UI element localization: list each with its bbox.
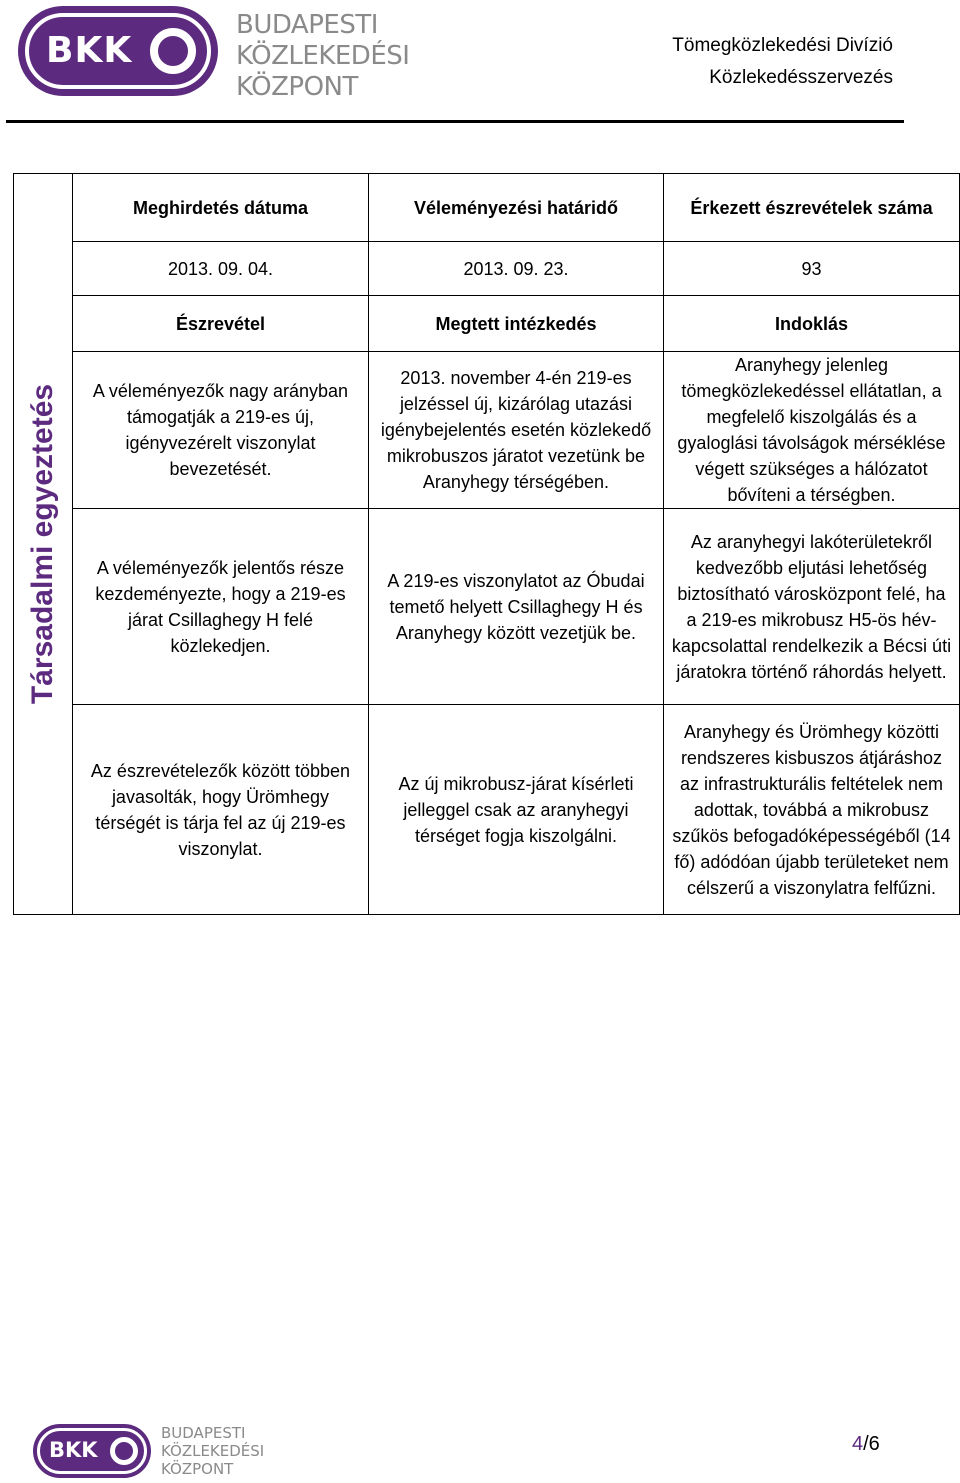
- table-row: [14, 705, 960, 915]
- row-action: 2013. november 4-én 219-es jelzéssel új, kizárólag utazási igénybejelentés esetén közlekedő mikrobuszos járatot vezetünk be Aranyhegy térségében.: [369, 352, 664, 509]
- department-name: Közlekedésszervezés: [709, 67, 893, 88]
- header-divider: [6, 120, 904, 123]
- division-name: Tömegközlekedési Divízió: [672, 35, 893, 56]
- footer-logo-badge: [33, 1424, 151, 1478]
- page-total: /6: [863, 1433, 880, 1455]
- footer-logo-line-3: KÖZPONT: [161, 1460, 234, 1478]
- footer-logo-wordmark: [161, 1424, 264, 1478]
- consultation-table: [13, 173, 960, 915]
- row-action: A 219-es viszonylatot az Óbudai temető helyett Csillaghegy H és Aranyhegy között vezetjük be.: [369, 509, 664, 705]
- meta-value-comment-count: 93: [664, 242, 960, 296]
- table-row: [14, 509, 960, 705]
- logo-wordmark: [236, 10, 409, 103]
- meta-header-deadline: Véleményezési határidő: [369, 174, 664, 242]
- footer-bkk-logo: [33, 1422, 283, 1482]
- logo-line-1: BUDAPESTI: [236, 10, 378, 40]
- side-label: Társadalmi egyeztetés: [26, 383, 59, 705]
- row-action: Az új mikrobusz-járat kísérleti jelleggel csak az aranyhegyi térséget fogja kiszolgálni.: [369, 705, 664, 915]
- footer-logo-line-2: KÖZLEKEDÉSI: [161, 1442, 265, 1460]
- row-comment: A véleményezők nagy arányban támogatják a 219-es új, igényvezérelt viszonylat bevezetését.: [73, 352, 369, 509]
- footer-logo-line-1: BUDAPESTI: [161, 1424, 246, 1442]
- footer-logo-ring-icon: [110, 1437, 138, 1465]
- meta-header-comment-count: Érkezett észrevételek száma: [664, 174, 960, 242]
- meta-value-announce-date: 2013. 09. 04.: [73, 242, 369, 296]
- row-comment: A véleményezők jelentős része kezdeményezte, hogy a 219-es járat Csillaghegy H felé közlekedjen.: [73, 509, 369, 705]
- footer-logo-mark-text: BKK: [49, 1438, 98, 1462]
- side-label-cell: [14, 174, 73, 915]
- logo-line-2: KÖZLEKEDÉSI: [236, 41, 410, 71]
- logo-line-3: KÖZPONT: [236, 72, 358, 102]
- bkk-logo-badge: [18, 6, 218, 96]
- header-org-info: [672, 30, 893, 94]
- row-reason: Aranyhegy jelenleg tömegközlekedéssel ellátatlan, a megfelelő kiszolgálás és a gyaloglási távolságok mérséklése végett szükséges a hálózatot bővíteni a térségben.: [664, 352, 960, 509]
- row-reason: Az aranyhegyi lakóterületekről kedvezőbb eljutási lehetőség biztosítható városközpont felé, ha a 219-es mikrobusz H5-ös hév-kapcsolattal rendelkezik a Bécsi úti járatokra történő ráhordás helyett.: [664, 509, 960, 705]
- column-header-action: Megtett intézkedés: [369, 296, 664, 352]
- page-number: [852, 1433, 880, 1456]
- row-reason: Aranyhegy és Ürömhegy közötti rendszeres kisbuszos átjáráshoz az infrastrukturális feltételek nem adottak, továbbá a mikrobusz szűkös befogadóképességéből (14 fő) adódóan újabb területeket nem célszerű a viszonylatra felfűzni.: [664, 705, 960, 915]
- logo-ring-icon: [150, 28, 196, 74]
- row-comment: Az észrevételezők között többen javasolták, hogy Ürömhegy térségét is tárja fel az új 219-es viszonylat.: [73, 705, 369, 915]
- meta-header-announce-date: Meghirdetés dátuma: [73, 174, 369, 242]
- bkk-logo: [16, 4, 426, 102]
- table-row: [14, 352, 960, 509]
- column-header-reason: Indoklás: [664, 296, 960, 352]
- page-current: 4: [852, 1433, 864, 1455]
- logo-mark-text: BKK: [46, 30, 133, 71]
- column-header-comment: Észrevétel: [73, 296, 369, 352]
- meta-value-deadline: 2013. 09. 23.: [369, 242, 664, 296]
